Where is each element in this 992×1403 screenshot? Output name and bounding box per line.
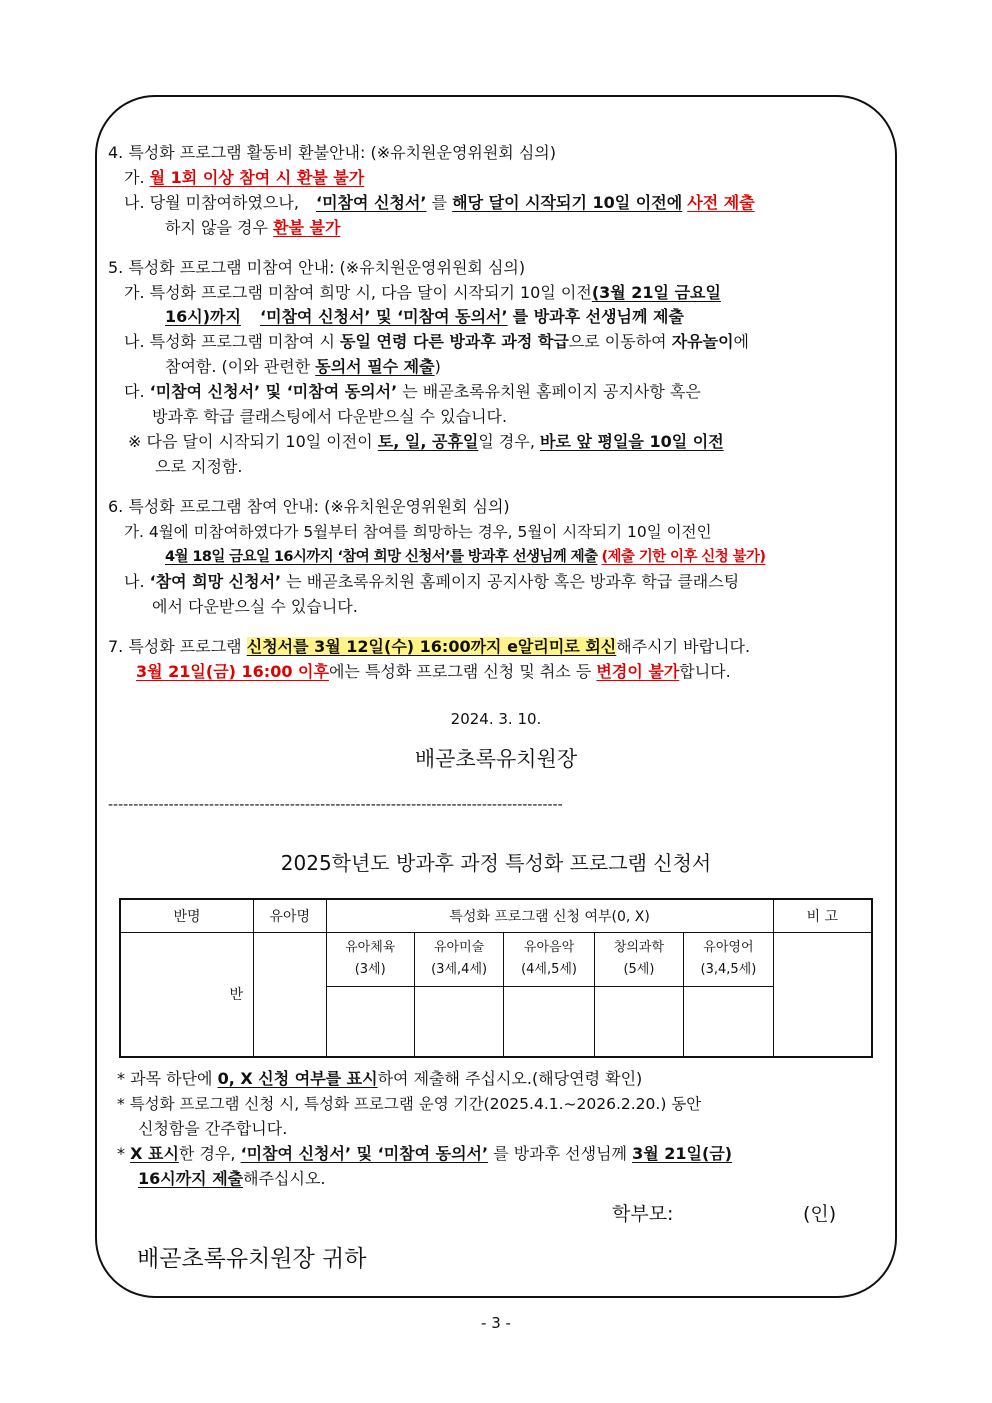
same-age-class-text: 동일 연령 다른 방과후 과정 학급: [340, 332, 569, 351]
section-5-item-na: [124, 332, 749, 352]
program-age: (3세,4세): [431, 962, 488, 977]
header-remark: 비 고: [773, 899, 872, 932]
item-label: 가.: [124, 168, 145, 187]
text: 참여함. (이와 관련한: [165, 357, 311, 376]
section-5-item-da: [124, 382, 701, 402]
text: 에는 특성화 프로그램 신청 및 취소 등: [328, 662, 592, 681]
program-name: 창의과학: [613, 940, 665, 955]
text: 를 방과후 선생님께 제출: [512, 307, 684, 326]
text: 는 배곧초록유치원 홈페이지 공지사항 혹은 방과후 학급 클래스팅: [286, 572, 740, 591]
section-6-title: 6. 특성화 프로그램 참여 안내: (※유치원운영위원회 심의): [108, 497, 510, 516]
note-mark: *: [117, 1144, 125, 1163]
form-note-1: [117, 1069, 642, 1089]
item-label: 다.: [124, 382, 145, 401]
parent-signature-label: 학부모:: [612, 1203, 674, 1225]
reply-deadline-text: 를 3월 12일(수) 16:00까지 e알리미로 회신: [293, 637, 617, 656]
text: 다음 달이 시작되기 10일 이전이: [146, 432, 373, 451]
text: 를 방과후 선생님께: [493, 1144, 628, 1163]
header-child: 유아명: [254, 899, 326, 932]
no-refund-text: 환불 불가: [273, 218, 341, 237]
text: 특성화 프로그램 미참여 희망 시, 다음 달이 시작되기 10일 이전: [149, 283, 592, 302]
text: 7. 특성화 프로그램: [108, 637, 242, 656]
deadline-text: 4월 18일 금요일 16시까지 ‘참여 희망 신청서’를 방과후 선생님께 제출: [165, 549, 598, 565]
form-title: 2025학년도 방과후 과정 특성화 프로그램 신청서: [280, 851, 712, 875]
program-name: 유아영어: [703, 940, 754, 955]
program-age: (4세,5세): [521, 962, 577, 977]
recipient: 배곧초록유치원장 귀하: [137, 1246, 367, 1272]
section-7-line2: [136, 662, 731, 682]
section-6-item-na-line2: 에서 다운받으실 수 있습니다.: [152, 597, 358, 616]
deadline-text: 16시)까지: [165, 307, 241, 326]
mark-instruction-text: 0, X 신청 여부를 표시: [217, 1069, 378, 1088]
section-7-line1: [108, 637, 750, 657]
section-4-item-ga: [124, 168, 364, 188]
program-age: (3,4,5세): [700, 962, 757, 977]
section-5-item-ga: [124, 283, 721, 303]
seal-mark: (인): [803, 1203, 837, 1225]
text: 으로 이동하여: [568, 332, 667, 351]
text: 해주시기 바랍니다.: [616, 637, 751, 656]
program-header-art: [414, 932, 503, 986]
page-number: - 3 -: [481, 1314, 511, 1332]
section-5-title: 5. 특성화 프로그램 미참여 안내: (※유치원운영위원회 심의): [108, 258, 526, 277]
text: 과목 하단에: [130, 1069, 213, 1088]
note-mark: *: [117, 1069, 125, 1088]
class-cell[interactable]: [120, 932, 254, 1057]
prior-submit-text: 사전 제출: [687, 193, 755, 212]
program-header-pe: [326, 932, 414, 986]
consent-required-text: 동의서 필수 제출: [315, 357, 435, 376]
change-deadline-text: 3월 21일(금) 16:00 이후: [136, 662, 329, 681]
deadline-text: 3월 21일(금): [632, 1144, 733, 1163]
form-note-2-line2: 신청함을 간주합니다.: [138, 1119, 288, 1138]
text: 당월 미참여하였으나,: [149, 193, 299, 212]
application-table: [119, 898, 873, 1058]
program-header-music: [504, 932, 594, 986]
choice-cell-english[interactable]: [684, 986, 774, 1057]
program-age: (5세): [623, 962, 655, 977]
item-label: 가.: [124, 523, 144, 541]
deadline-text: 해당 달이 시작되기 10일 이전에: [452, 193, 683, 212]
child-name-cell[interactable]: [254, 932, 326, 1057]
program-header-science: [594, 932, 683, 986]
note-mark: ※: [128, 432, 142, 451]
note-mark: *: [117, 1095, 125, 1113]
text: 특성화 프로그램 미참여 시: [149, 332, 335, 351]
program-name: 유아음악: [523, 940, 575, 955]
application-text: 신청서: [246, 637, 294, 656]
holiday-text: 토, 일, 공휴일: [377, 432, 479, 451]
item-label: 나.: [124, 193, 145, 212]
program-header-english: [684, 932, 774, 986]
deadline-text: (3월 21일 금요일: [591, 283, 721, 302]
item-label: 나.: [124, 332, 145, 351]
text: 를: [431, 193, 448, 212]
free-play-text: 자유놀이: [671, 332, 734, 351]
deadline-text: 16시까지 제출: [138, 1169, 244, 1188]
program-name: 유아체육: [345, 940, 396, 955]
text: 4월에 미참여하였다가 5월부터 참여를 희망하는 경우, 5월이 시작되기 10일 이전인: [148, 523, 712, 541]
form-name: ‘참여 희망 신청서’: [149, 572, 282, 591]
sender-name: 배곧초록유치원장: [414, 747, 578, 771]
text: 특성화 프로그램 신청 시, 특성화 프로그램 운영 기간(2025.4.1.~2026.2.20.) 동안: [129, 1095, 702, 1113]
section-6-item-ga-line2: [165, 547, 765, 567]
choice-cell-music[interactable]: [504, 986, 594, 1057]
section-6-item-ga: [124, 522, 712, 542]
program-age: (3세): [354, 962, 386, 977]
section-4-title: 4. 특성화 프로그램 활동비 환불안내: (※유치원운영위원회 심의): [108, 143, 557, 162]
no-refund-text: 월 1회 이상 참여 시 환불 불가: [149, 168, 365, 187]
form-names: ‘미참여 신청서’ 및 ‘미참여 동의서’: [240, 1144, 489, 1163]
section-5-note-line2: 으로 지정함.: [155, 457, 243, 476]
form-name: ‘미참여 신청서’: [316, 193, 427, 212]
choice-cell-art[interactable]: [414, 986, 503, 1057]
item-label: 나.: [124, 572, 145, 591]
section-5-item-da-line2: 방과후 학급 클래스팅에서 다운받으실 수 있습니다.: [152, 407, 508, 426]
section-5-note: [128, 432, 724, 452]
text: 하지 않을 경우: [165, 218, 268, 237]
text: 는 배곧초록유치원 홈페이지 공지사항 혹은: [402, 382, 701, 401]
section-5-item-na-line2: [165, 357, 441, 377]
cut-line: ------------------------------------------------------------------------------------------: [108, 797, 563, 813]
item-label: 가.: [124, 283, 145, 302]
no-change-text: 변경이 불가: [596, 662, 680, 681]
program-name: 유아미술: [433, 940, 485, 955]
section-4-item-na: [124, 193, 755, 213]
text: ): [434, 357, 441, 376]
header-class: 반명: [120, 899, 254, 932]
text: 에: [733, 332, 750, 351]
header-program: 특성화 프로그램 신청 여부(0, X): [326, 899, 773, 932]
form-note-3: [117, 1144, 732, 1164]
text: 일 경우,: [478, 432, 535, 451]
text: 하여 제출해 주십시오.(해당연령 확인): [377, 1069, 643, 1088]
text: 합니다.: [679, 662, 731, 681]
choice-cell-pe[interactable]: [326, 986, 414, 1057]
text: 한 경우,: [178, 1144, 236, 1163]
prior-weekday-text: 바로 앞 평일을 10일 이전: [540, 432, 724, 451]
notice-date: 2024. 3. 10.: [450, 710, 542, 728]
section-4-item-na-line2: [165, 218, 340, 238]
section-6-item-na: [124, 572, 739, 592]
x-mark-text: X 표시: [130, 1144, 179, 1163]
section-5-item-ga-line2: [165, 307, 684, 327]
text: 해주십시오.: [243, 1169, 326, 1188]
no-late-application-text: (제출 기한 이후 신청 불가): [601, 549, 766, 565]
form-note-3-line2: [138, 1169, 326, 1189]
choice-cell-science[interactable]: [594, 986, 683, 1057]
remark-cell[interactable]: [773, 932, 872, 1057]
form-names: ‘미참여 신청서’ 및 ‘미참여 동의서’: [260, 307, 508, 326]
form-names: ‘미참여 신청서’ 및 ‘미참여 동의서’: [149, 382, 398, 401]
form-note-2: [117, 1094, 701, 1114]
class-suffix: 반: [229, 987, 244, 1004]
